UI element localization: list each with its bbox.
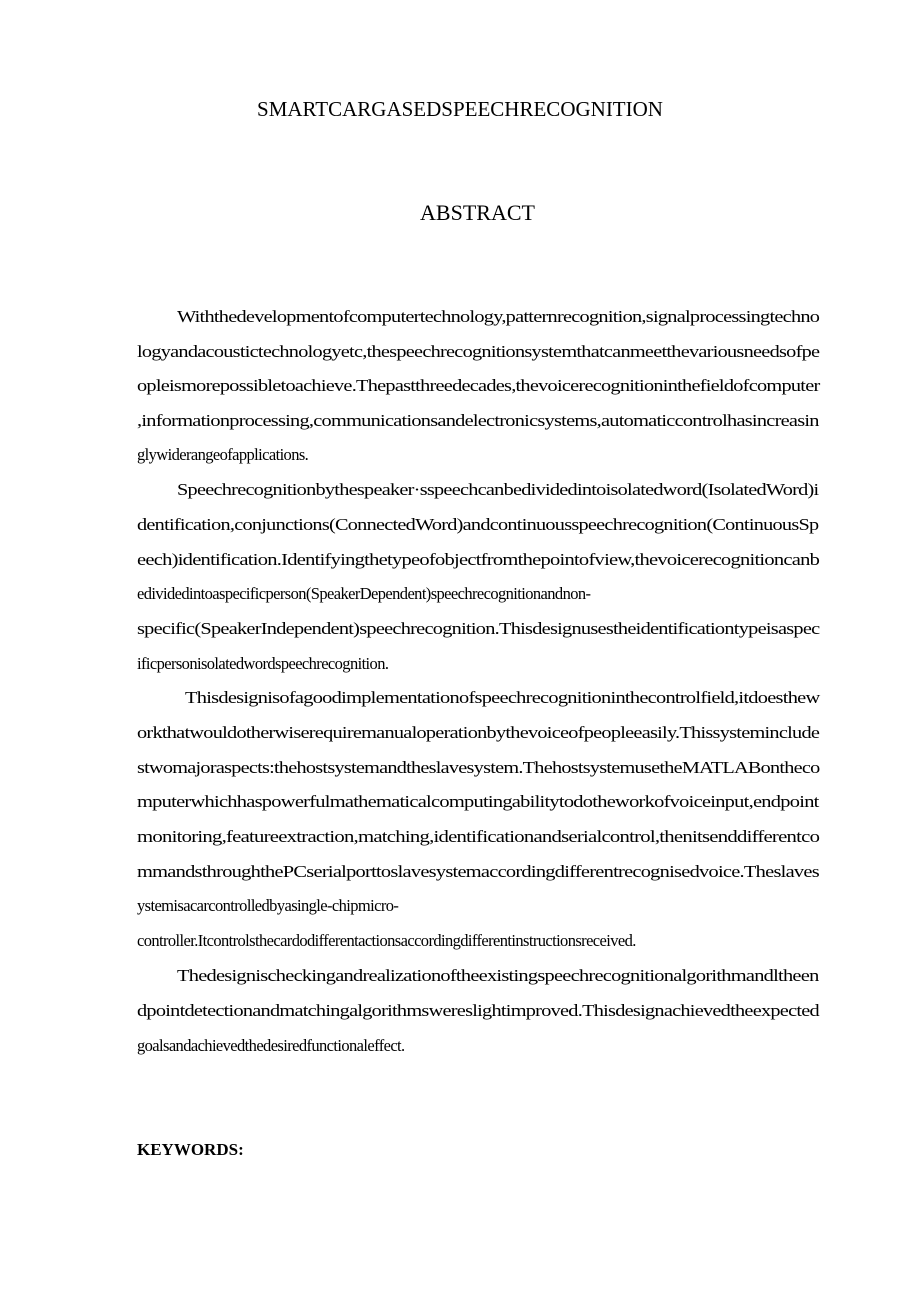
abstract-line: eech)identification.Identifyingthetypeofobjectfromthepointofview,thevoicerecognitioncanb	[137, 550, 820, 569]
abstract-line: edividedintoaspecificperson(SpeakerDependent)speechrecognitionandnon-	[137, 584, 591, 603]
abstract-line: ystemisacarcontrolledbyasingle-chipmicro-	[137, 896, 399, 915]
abstract-line: specific(SpeakerIndependent)speechrecognition.Thisdesignusestheidentificationtypeisaspec	[137, 619, 820, 638]
abstract-line: glywiderangeofapplications.	[137, 445, 309, 464]
abstract-line: Thisdesignisofagoodimplementationofspeechrecognitioninthecontrolfield,itdoesthew	[185, 688, 820, 707]
abstract-line: Thedesignischeckingandrealizationoftheexistingspeechrecognitionalgorithmandltheen	[177, 966, 819, 985]
abstract-line: mmandsthroughthePCserialporttoslavesystemaccordingdifferentrecognisedvoice.Theslaves	[137, 862, 819, 881]
abstract-line: dentification,conjunctions(ConnectedWord)andcontinuousspeechrecognition(ContinuousSp	[137, 515, 819, 534]
abstract-line: mputerwhichhaspowerfulmathematicalcomputingabilitytodotheworkofvoiceinput,endpoint	[137, 792, 819, 811]
abstract-line: Speechrecognitionbythespeaker·sspeechcanbedividedintoisolatedword(IsolatedWord)i	[177, 480, 819, 499]
abstract-line: logyandacoustictechnologyetc,thespeechrecognitionsystemthatcanmeetthevariousneedsofpe	[137, 342, 820, 361]
abstract-line: ,informationprocessing,communicationsandelectronicsystems,automaticcontrolhasincreasin	[137, 411, 819, 430]
keywords-label: KEYWORDS:	[137, 1140, 244, 1159]
abstract-line: Withthedevelopmentofcomputertechnology,patternrecognition,signalprocessingtechno	[177, 307, 820, 326]
abstract-heading: ABSTRACT	[420, 200, 535, 225]
abstract-line: controller.Itcontrolsthecardodifferentactionsaccordingdifferentinstructionsreceived.	[137, 931, 636, 950]
abstract-line: ificpersonisolatedwordspeechrecognition.	[137, 654, 389, 673]
document-title: SMARTCARGASEDSPEECHRECOGNITION	[257, 97, 663, 121]
abstract-line: orkthatwouldotherwiserequiremanualoperationbythevoiceofpeopleeasily.Thissysteminclude	[137, 723, 820, 742]
abstract-line: stwomajoraspects:thehostsystemandtheslavesystem.ThehostsystemusetheMATLABontheco	[137, 758, 820, 777]
abstract-line: goalsandachievedthedesiredfunctionaleffect.	[137, 1036, 405, 1055]
abstract-line: monitoring,featureextraction,matching,identificationandserialcontrol,thenitsenddifferentco	[137, 827, 820, 846]
abstract-line: opleismorepossibletoachieve.Thepastthreedecades,thevoicerecognitioninthefieldofcomputer	[137, 376, 820, 395]
abstract-line: dpointdetectionandmatchingalgorithmswereslightimproved.Thisdesignachievedtheexpected	[137, 1001, 819, 1020]
